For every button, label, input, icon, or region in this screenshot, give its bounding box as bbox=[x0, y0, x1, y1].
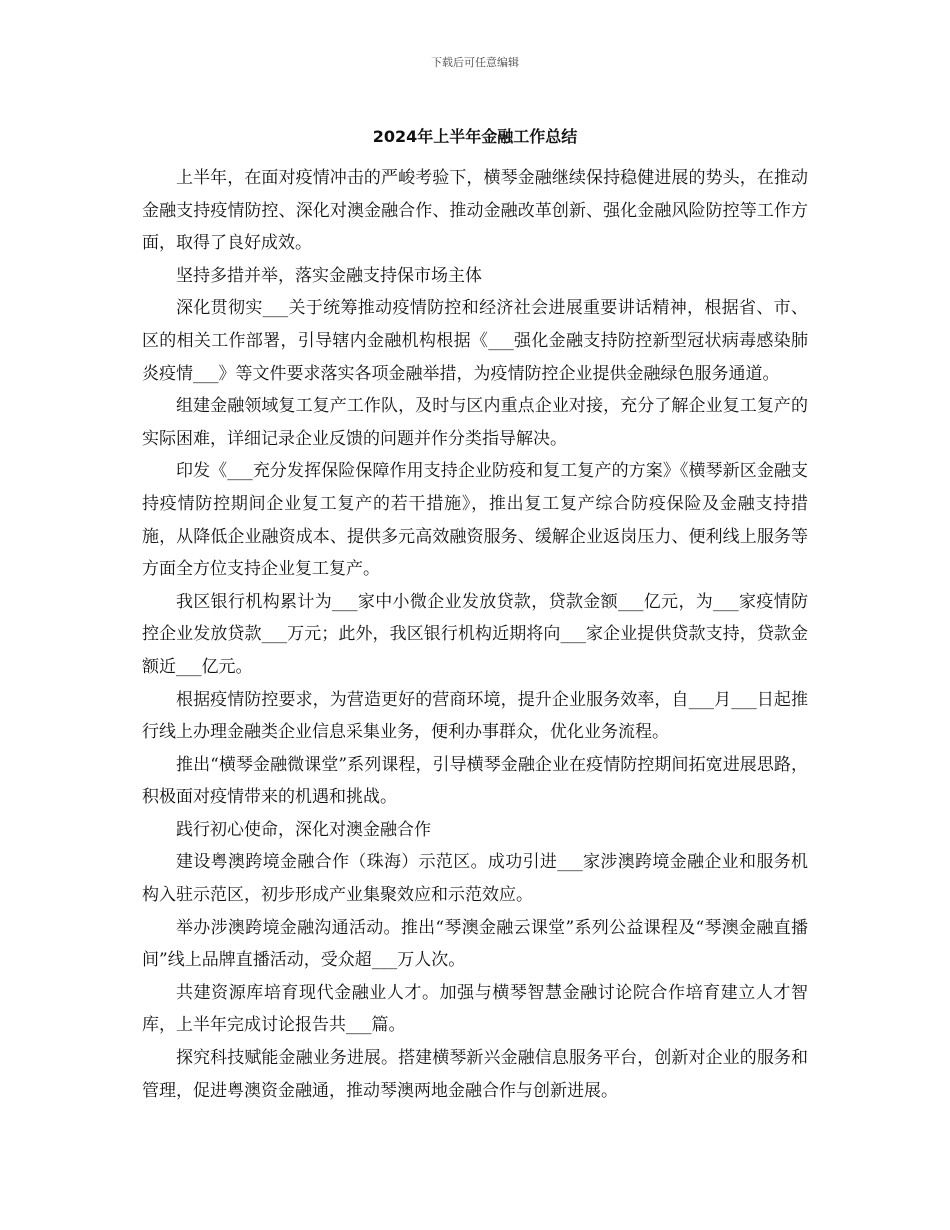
header-note: 下载后可任意编辑 bbox=[431, 56, 519, 69]
paragraph: 共建资源库培育现代金融业人才。加强与横琴智慧金融讨论院合作培育建立人才智库，上半年完成讨论报告共___篇。 bbox=[142, 982, 808, 1036]
document-body bbox=[142, 162, 808, 1107]
paragraph: 根据疫情防控要求，为营造更好的营商环境，提升企业服务效率，自___月___日起推行线上办理金融类企业信息采集业务，便利办事群众，优化业务流程。 bbox=[142, 689, 808, 743]
paragraph: 推出“横琴金融微课堂”系列课程，引导横琴金融企业在疫情防控期间拓宽进展思路，积极面对疫情带来的机遇和挑战。 bbox=[142, 754, 808, 808]
paragraph: 我区银行机构累计为___家中小微企业发放贷款，贷款金额___亿元，为___家疫情防控企业发放贷款___万元；此外，我区银行机构近期将向___家企业提供贷款支持，贷款金额近___亿元。 bbox=[142, 591, 808, 677]
paragraph: 探究科技赋能金融业务进展。搭建横琴新兴金融信息服务平台，创新对企业的服务和管理，促进粤澳资金融通，推动琴澳两地金融合作与创新进展。 bbox=[142, 1048, 808, 1101]
paragraph-intro: 上半年，在面对疫情冲击的严峻考验下，横琴金融继续保持稳健进展的势头，在推动金融支持疫情防控、深化对澳金融合作、推动金融改革创新、强化金融风险防控等工作方面，取得了良好成效。 bbox=[142, 168, 808, 254]
section-heading-market: 坚持多措并举，落实金融支持保市场主体 bbox=[176, 265, 482, 286]
paragraph: 举办涉澳跨境金融沟通活动。推出“琴澳金融云课堂”系列公益课程及“琴澳金融直播间”线上品牌直播活动，受众超___万人次。 bbox=[142, 917, 808, 971]
section-heading-macao: 践行初心使命，深化对澳金融合作 bbox=[176, 819, 431, 840]
paragraph: 建设粤澳跨境金融合作（珠海）示范区。成功引进___家涉澳跨境金融企业和服务机构入驻示范区，初步形成产业集聚效应和示范效应。 bbox=[142, 852, 808, 906]
paragraph: 组建金融领域复工复产工作队，及时与区内重点企业对接，充分了解企业复工复产的实际困难，详细记录企业反馈的问题并作分类指导解决。 bbox=[142, 396, 808, 449]
paragraph: 深化贯彻实___关于统筹推动疫情防控和经济社会进展重要讲话精神，根据省、市、区的相关工作部署，引导辖内金融机构根据《___强化金融支持防控新型冠状病毒感染肺炎疫情___》等文件要求落实各项金融举措，为疫情防控企业提供金融绿色服务通道。 bbox=[142, 298, 808, 384]
document-title: 2024年上半年金融工作总结 bbox=[372, 127, 578, 146]
paragraph: 印发《___充分发挥保险保障作用支持企业防疫和复工复产的方案》《横琴新区金融支持疫情防控期间企业复工复产的若干措施》，推出复工复产综合防疫保险及金融支持措施，从降低企业融资成本、提供多元高效融资服务、缓解企业返岗压力、便利线上服务等方面全方位支持企业复工复产。 bbox=[142, 461, 808, 580]
